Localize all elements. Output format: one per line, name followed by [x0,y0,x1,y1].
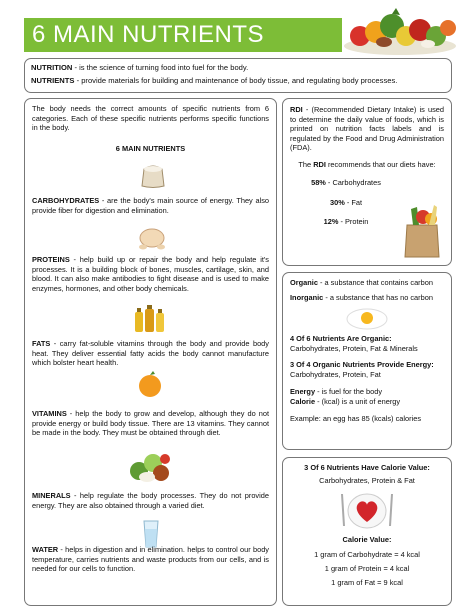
rdi-box [282,98,452,266]
page-title: 6 MAIN NUTRIENTS [24,18,342,52]
nutrients-text: - provide materials for building and maintenance of body tissue, and regulating body processes. [74,76,398,85]
egg-example: Example: an egg has 85 (kcals) calories [290,414,422,423]
organic-definition: Organic - a substance that contains carbon [290,278,433,287]
fats-item: FATS - carry fat-soluble vitamins through the body and provide body heat. They deliver essential fatty acids the body cannot manufacture which bolster heart health. [32,339,269,367]
calorie-definition: Calorie - (kcal) is a unit of energy [290,396,401,406]
proteins-item: PROTEINS - help build up or repair the body and help regulate it's processes. It is a building block of bones, muscles, cartilage, skin, and blood. It can also make antibodies to fight disease and is used to make enzymes, hormones, and other body chemicals. [32,255,269,293]
definitions-box [24,58,452,93]
oil-bottles-icon [131,304,171,334]
egg-icon [345,306,389,330]
calorie-box [282,457,452,606]
organic-box [282,272,452,450]
calorie-value-fat: 1 gram of Fat = 9 kcal [331,578,403,587]
inorganic-definition: Inorganic - a substance that has no carbon [290,292,433,302]
grocery-bag-icon [401,203,443,259]
four-organic-heading: 4 Of 6 Nutrients Are Organic: [290,334,392,343]
intro-text: The body needs the correct amounts of specific nutrients from 6 categories. Each of these specific nutrients performs specific functions in the body. [32,104,269,132]
calorie-value-heading: Calorie Value: [342,535,392,544]
nutrition-definition [31,61,445,74]
nutrition-term: NUTRITION [31,63,73,72]
vitamins-item: VITAMINS - help the body to grow and develop, although they do not provide energy or build body tissue. There are 13 vitamins. They cannot be made in the body. They must be obtained through diet. [32,409,269,437]
nutrients-term: NUTRIENTS [31,76,75,85]
calorie-nutrient-list: Carbohydrates, Protein & Fat [319,476,415,485]
flour-sack-icon [138,159,168,189]
four-organic-list: Carbohydrates, Protein, Fat & Minerals [290,343,418,353]
rdi-fat: 30% - Fat [329,197,363,207]
energy-definition: Energy - is fuel for the body [290,387,383,396]
rdi-recommendation: The RDI recommends that our diets have: [298,159,436,169]
three-energy-list: Carbohydrates, Protein, Fat [290,369,381,379]
nutrients-box [24,98,277,606]
nutrition-text: - is the science of turning food into fuel for the body. [72,63,249,72]
nutrients-heading: 6 MAIN NUTRIENTS [115,144,186,153]
water-item: WATER - helps in digestion and in elimination. helps to control our body temperature, carries nutrients and waste products from our cells, and is needed for our cells to function. [32,545,269,573]
three-energy-heading: 3 Of 4 Organic Nutrients Provide Energy: [290,360,434,369]
rdi-carbohydrates: 58% - Carbohydrates [311,178,381,187]
chicken-icon [135,221,169,251]
heart-plate-icon [338,490,396,530]
fruit-vegetables-icon [125,449,175,485]
minerals-item: MINERALS - help regulate the body processes. They do not provide energy. They are also obtained through a varied diet. [32,491,269,510]
vegetables-icon [340,6,460,58]
nutrients-definition [31,74,445,87]
rdi-protein: 12% - Protein [323,217,369,226]
orange-icon [131,371,169,399]
calorie-value-protein: 1 gram of Protein = 4 kcal [324,564,410,573]
carbohydrates-item: CARBOHYDRATES - are the body's main source of energy. They also provide fiber for digestion and elimination. [32,196,269,215]
calorie-heading: 3 Of 6 Nutrients Have Calorie Value: [304,463,430,472]
calorie-value-carbohydrate: 1 gram of Carbohydrate = 4 kcal [314,550,420,559]
rdi-definition: RDI - (Recommended Dietary Intake) is used to determine the daily value of foods, which is printed on nutrition facts labels and is regulated by the Food and Drug Administration (FDA). [290,105,444,152]
